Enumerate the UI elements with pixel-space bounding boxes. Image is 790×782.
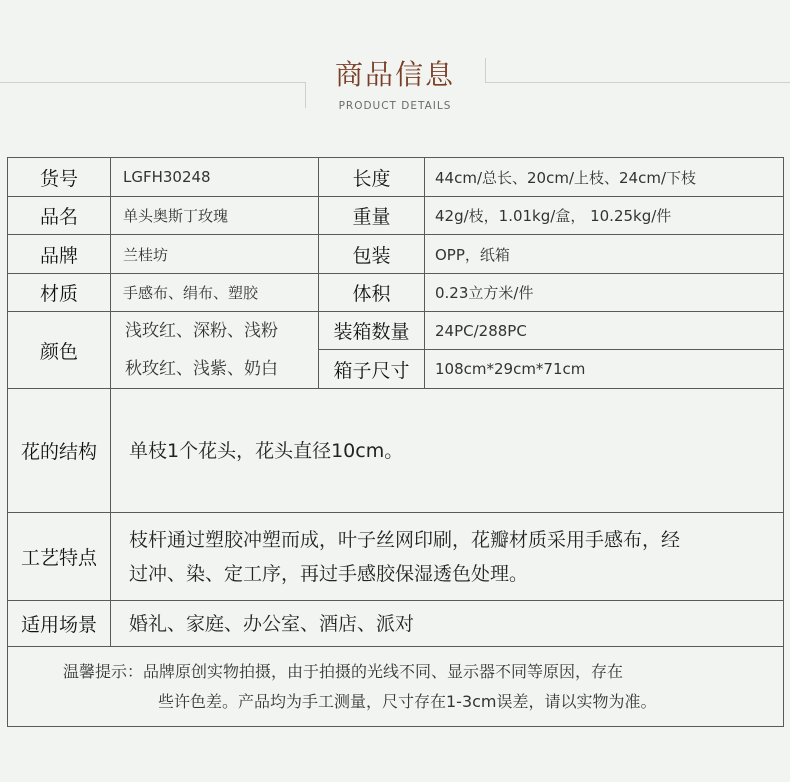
section-header bbox=[0, 0, 790, 130]
table-row bbox=[8, 158, 784, 197]
brand-label: 品牌 bbox=[8, 235, 111, 274]
volume-value: 0.23立方米/件 bbox=[425, 274, 784, 312]
material-value: 手感布、绢布、塑胶 bbox=[111, 274, 319, 312]
disclaimer-note bbox=[8, 647, 784, 727]
scenes-value: 婚礼、家庭、办公室、酒店、派对 bbox=[111, 601, 784, 647]
weight-label: 重量 bbox=[319, 197, 425, 235]
structure-value: 单枝1个花头，花头直径10cm。 bbox=[111, 389, 784, 513]
table-row bbox=[8, 274, 784, 312]
name-label: 品名 bbox=[8, 197, 111, 235]
carton-qty-label: 装箱数量 bbox=[319, 312, 425, 350]
product-spec-table bbox=[7, 157, 784, 727]
color-value bbox=[111, 312, 319, 389]
volume-label: 体积 bbox=[319, 274, 425, 312]
structure-label: 花的结构 bbox=[8, 389, 111, 513]
craft-value-line-1: 枝杆通过塑胶冲塑而成，叶子丝网印刷，花瓣材质采用手感布，经 bbox=[129, 528, 681, 551]
table-row bbox=[8, 312, 784, 350]
craft-value-line-2: 过冲、染、定工序，再过手感胶保湿透色处理。 bbox=[129, 562, 529, 585]
table-row bbox=[8, 235, 784, 274]
section-subtitle: PRODUCT DETAILS bbox=[338, 100, 452, 112]
carton-size-label: 箱子尺寸 bbox=[319, 350, 425, 389]
table-row bbox=[8, 197, 784, 235]
table-row bbox=[8, 647, 784, 727]
color-value-line-2: 秋玫红、浅紫、奶白 bbox=[125, 359, 278, 379]
weight-value: 42g/枝，1.01kg/盒， 10.25kg/件 bbox=[425, 197, 784, 235]
color-value-line-1: 浅玫红、深粉、浅粉 bbox=[125, 321, 278, 341]
disclaimer-line-1: 温馨提示：品牌原创实物拍摄，由于拍摄的光线不同、显示器不同等原因，存在 bbox=[63, 661, 624, 681]
length-value: 44cm/总长、20cm/上枝、24cm/下枝 bbox=[425, 158, 784, 197]
disclaimer-line-2: 些许色差。产品均为手工测量，尺寸存在1-3cm误差，请以实物为准。 bbox=[158, 691, 657, 711]
carton-qty-value: 24PC/288PC bbox=[425, 312, 784, 350]
color-label: 颜色 bbox=[8, 312, 111, 389]
craft-value bbox=[111, 513, 784, 601]
section-title: 商品信息 bbox=[334, 58, 455, 91]
table-row bbox=[8, 601, 784, 647]
brand-value: 兰桂坊 bbox=[111, 235, 319, 274]
scenes-label: 适用场景 bbox=[8, 601, 111, 647]
carton-size-value: 108cm*29cm*71cm bbox=[425, 350, 784, 389]
table-row bbox=[8, 513, 784, 601]
table-row bbox=[8, 389, 784, 513]
craft-label: 工艺特点 bbox=[8, 513, 111, 601]
packaging-value: OPP，纸箱 bbox=[425, 235, 784, 274]
material-label: 材质 bbox=[8, 274, 111, 312]
length-label: 长度 bbox=[319, 158, 425, 197]
packaging-label: 包装 bbox=[319, 235, 425, 274]
name-value: 单头奥斯丁玫瑰 bbox=[111, 197, 319, 235]
item-no-label: 货号 bbox=[8, 158, 111, 197]
item-no-value: LGFH30248 bbox=[111, 158, 319, 197]
